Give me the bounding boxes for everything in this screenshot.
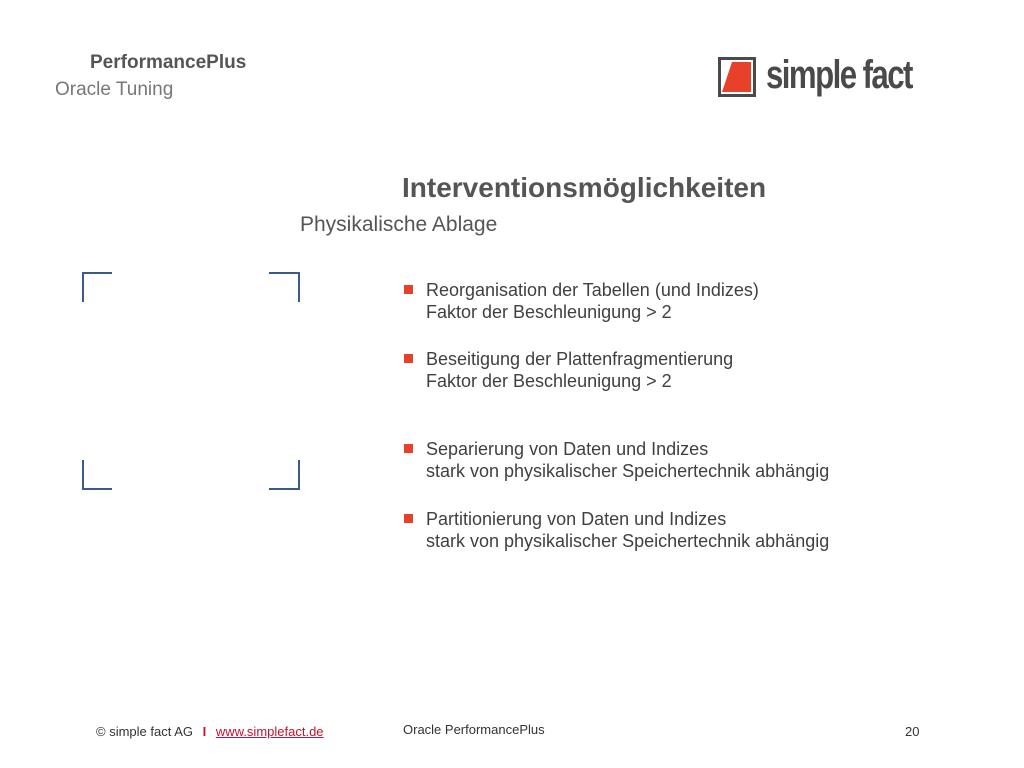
bullet-square-icon <box>404 285 413 294</box>
brand-subtitle: Oracle Tuning <box>55 79 174 100</box>
bullet-square-icon <box>404 354 413 363</box>
bullet-text: Separierung von Daten und Indizes <box>426 439 709 459</box>
footer-website-link[interactable]: www.simplefact.de <box>215 724 324 739</box>
frame-corner-top-left <box>83 273 112 302</box>
frame-corner-bottom-right <box>269 460 299 489</box>
brand-title: PerformancePlus <box>90 52 247 73</box>
bullet-square-icon <box>404 514 413 523</box>
bullet-item <box>404 438 964 482</box>
bullet-item <box>404 348 964 392</box>
corner-frame-graphic <box>82 272 300 490</box>
slide-subheading: Physikalische Ablage <box>300 213 498 236</box>
bullet-detail: stark von physikalischer Speichertechnik abhängig <box>426 531 830 551</box>
bullet-item <box>404 279 964 323</box>
slide-heading: Interventionsmöglichkeiten <box>402 172 767 203</box>
simple-fact-logo <box>718 53 923 107</box>
page-number: 20 <box>905 724 920 739</box>
bullet-text: Partitionierung von Daten und Indizes <box>426 509 727 529</box>
bullet-item <box>404 508 964 552</box>
frame-corner-bottom-left <box>83 460 112 489</box>
bullet-detail: Faktor der Beschleunigung > 2 <box>426 371 672 391</box>
footer-copyright-block <box>96 724 324 739</box>
frame-corner-top-right <box>269 273 299 302</box>
bullet-detail: stark von physikalischer Speichertechnik abhängig <box>426 461 830 481</box>
bullet-text: Reorganisation der Tabellen (und Indizes) <box>426 280 759 300</box>
footer-presentation-title: Oracle PerformancePlus <box>403 722 545 737</box>
logo-wordmark: simple fact <box>766 53 912 97</box>
footer-separator: I <box>202 724 207 739</box>
logo-mark-icon <box>718 57 756 97</box>
footer-copyright: © simple fact AG <box>96 724 193 739</box>
bullet-text: Beseitigung der Plattenfragmentierung <box>426 349 734 369</box>
bullet-detail: Faktor der Beschleunigung > 2 <box>426 302 672 322</box>
bullet-square-icon <box>404 444 413 453</box>
